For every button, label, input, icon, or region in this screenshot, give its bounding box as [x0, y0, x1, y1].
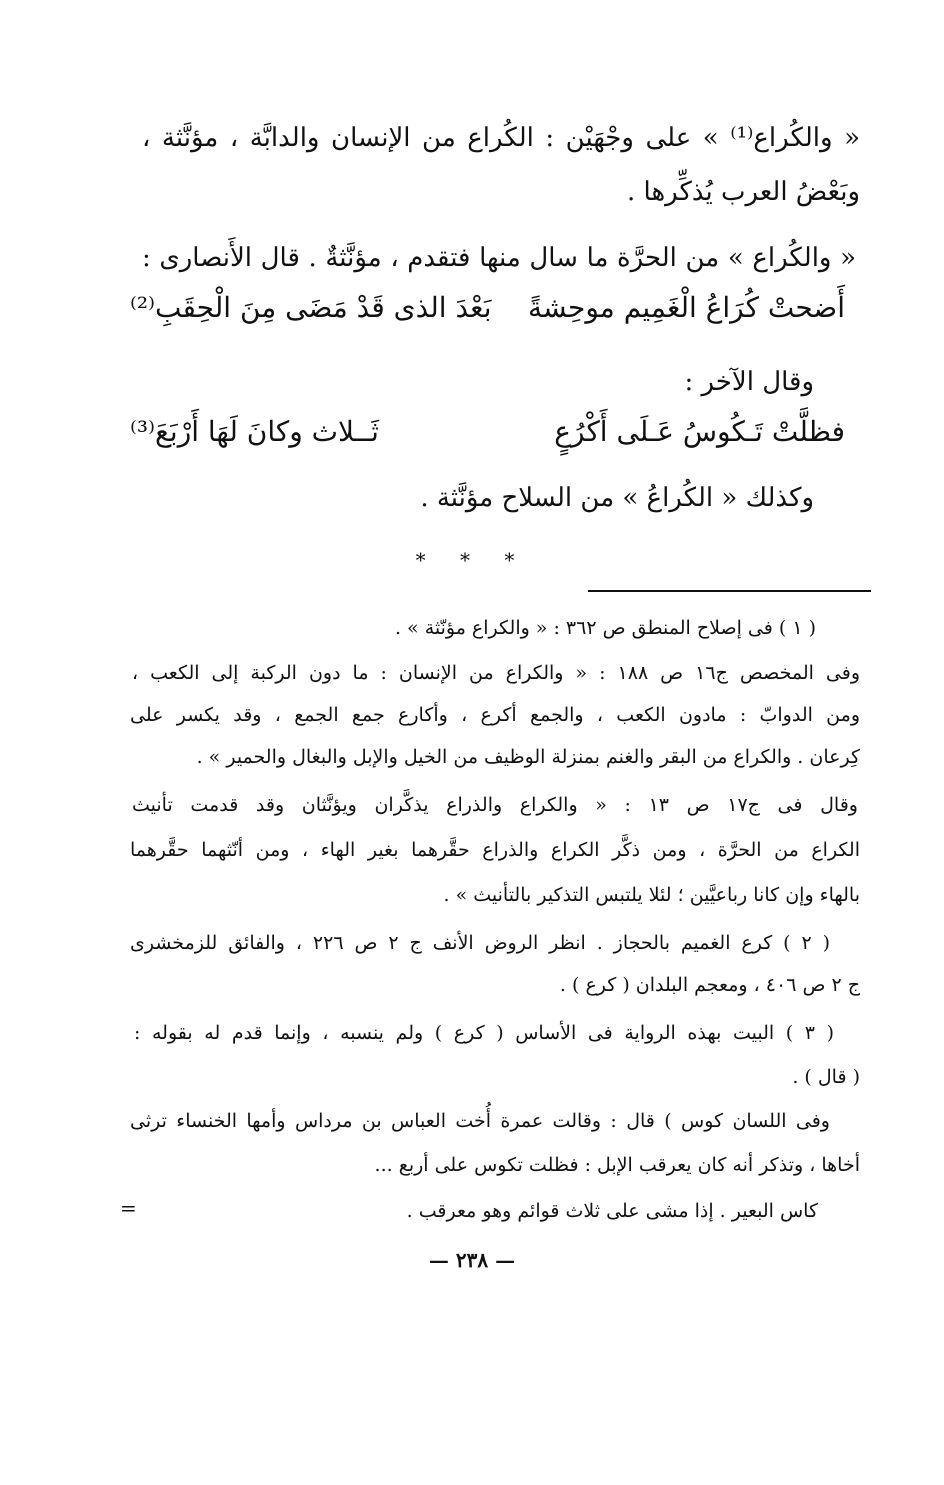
verse-hemistich-first: فظلَّتْ تَـكُوسُ عَـلَى أَكْرُعٍ: [554, 415, 845, 448]
footnote-line: كاس البعير . إذا مشى على ثلاث قوائم وهو معرقب .: [406, 1200, 818, 1222]
footnote-line: ( قال ) .: [792, 1066, 860, 1088]
verse-line: [130, 286, 845, 330]
main-text-line: وقال الآخر :: [684, 367, 814, 397]
footnote-line: وقال فى ج١٧ ص ١٣ : « والكراع والذراع يذكَّران ويؤنَّثان وقد قدمت تأنيث: [132, 794, 858, 816]
footnote-rule: [588, 590, 871, 592]
footnote-line: ( ٢ ) كرع الغميم بالحجاز . انظر الروض الأنف ج ٢ ص ٢٢٦ ، والفائق للزمخشرى: [130, 932, 831, 954]
footnote-line: ( ١ ) فى إصلاح المنطق ص ٣٦٢ : « والكراع مؤنّثة » .: [394, 617, 816, 639]
footnote-line: الكراع من الحرَّة ، ومن ذكَّر الكراع والذراع حقَّرهما بغير الهاء ، ومن أنّثهما حقَّرهما: [130, 839, 860, 861]
footnote-line: كِرعان . والكراع من البقر والغنم بمنزلة الوظيف من الخيل والإبل والبغال والحمير » .: [196, 746, 860, 768]
verse-hemistich-second: بَعْدَ الذى قَدْ مَضَى مِنَ الْحِقَبِ⁽²⁾: [130, 291, 492, 324]
footnote-line: ومن الدوابّ : مادون الكعب ، والجمع أكرع ، وأكارع جمع الجمع ، وقد يكسر على: [130, 704, 860, 726]
footnote-line: بالهاء وإن كانا رباعيَّين ؛ لئلا يلتبس التذكير بالتأنيث » .: [443, 884, 860, 906]
main-text-line: « والكُراع » من الحرَّة ما سال منها فتقدم ، مؤنَّثةٌ . قال الأَنصارى :: [142, 243, 856, 273]
footnote-line: ( ٣ ) البيت بهذه الرواية فى الأساس ( كرع ) ولم ينسبه ، وإنما قدم له بقوله :: [134, 1022, 834, 1044]
main-text-line: « والكُراع⁽¹⁾ » على وجْهَيْن : الكُراع من الإنسان والدابَّة ، مؤنَّثة ،: [142, 123, 860, 153]
main-text-line: وكذلك « الكُراعُ » من السلاح مؤنَّثة .: [420, 483, 814, 513]
footnote-line: أخاها ، وتذكر أنه كان يعرقب الإبل : فظلت تكوس على أربع ...: [374, 1154, 860, 1176]
verse-hemistich-second: ثَــلاث وكانَ لَهَا أَرْبَعَ⁽³⁾: [130, 415, 379, 448]
main-text-line: وبَعْضُ العرب يُذكِّرها .: [627, 177, 860, 207]
continuation-mark: =: [120, 1196, 137, 1220]
verse-hemistich-first: أَضحتْ كُرَاعُ الْغَمِيم موحِشةً: [528, 291, 845, 324]
footnote-line: وفى اللسان كوس ) قال : وقالت عمرة أُخت العباس بن مرداس وأمها الخنساء ترثى: [130, 1110, 830, 1132]
footnote-line: وفى المخصص ج١٦ ص ١٨٨ : « والكراع من الإنسان : ما دون الركبة إلى الكعب ،: [132, 662, 860, 684]
page-number: — ٢٣٨ —: [428, 1248, 516, 1272]
footnote-line: ج ٢ ص ٤٠٦ ، ومعجم البلدان ( كرع ) .: [559, 974, 860, 996]
section-separator: * * *: [415, 548, 529, 572]
verse-line: [130, 410, 845, 454]
